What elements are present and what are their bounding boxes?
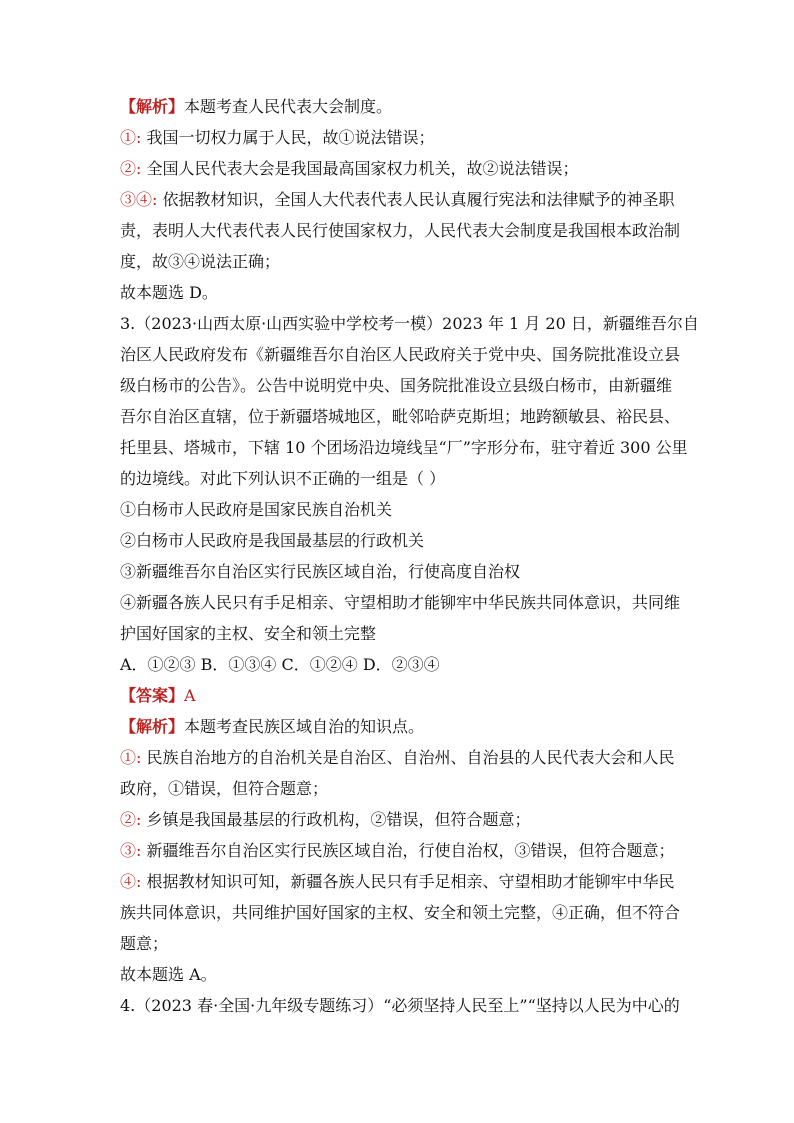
point-marker: ③: (120, 841, 142, 860)
question-3-choices: A．①②③ B．①③④ C．①②④ D．②③④ (120, 655, 440, 674)
point-text: 根据教材知识可知，新疆各族人民只有手足相亲、守望相助才能铆牢中华民 (141, 872, 675, 891)
question-4-stem-1: 4.（2023 春·全国·九年级专题练习）“必须坚持人民至上”“坚持以人民为中心的 (120, 996, 680, 1015)
point-text: 我国一切权力属于人民，故①说法错误； (141, 128, 435, 147)
point-text: 新疆维吾尔自治区实行民族区域自治，行使自治权，③错误，但符合题意； (141, 841, 675, 860)
analysis-2-point-4 (120, 871, 680, 893)
question-3-stem-4: 吾尔自治区直辖，位于新疆塔城地区，毗邻哈萨克斯坦；地跨额敏县、裕民县、 (120, 407, 681, 426)
analysis-1-point-1 (120, 127, 680, 149)
analysis-2-point-2 (120, 809, 680, 831)
analysis-2-point-1 (120, 747, 680, 769)
answer-tag: 【答案】 (120, 686, 185, 705)
analysis-1-point-3 (120, 189, 680, 211)
analysis-1-heading (120, 96, 680, 118)
analysis-intro: 本题考查人民代表大会制度。 (184, 97, 393, 116)
analysis-2-conclusion: 故本题选 A。 (120, 965, 217, 984)
point-marker: ②: (120, 159, 142, 178)
question-3-stem-2: 治区人民政府发布《新疆维吾尔自治区人民政府关于党中央、国务院批准设立县 (120, 345, 681, 364)
analysis-tag: 【解析】 (120, 717, 185, 736)
point-marker: ④: (120, 872, 142, 891)
analysis-1-point-3-cont: 责，表明人大代表代表人民行使国家权力，人民代表大会制度是我国根本政治制 (120, 221, 681, 240)
analysis-2-point-4-cont2: 题意； (120, 934, 169, 953)
analysis-1-conclusion: 故本题选 D。 (120, 283, 218, 302)
analysis-1-point-3-cont2: 度，故③④说法正确； (120, 252, 281, 271)
analysis-1-point-2 (120, 158, 680, 180)
question-3-answer (120, 685, 680, 707)
analysis-tag: 【解析】 (120, 97, 185, 116)
question-3-option-4-cont: 护国好国家的主权、安全和领土完整 (120, 624, 377, 643)
question-3-option-2: ②白杨市人民政府是我国最基层的行政机关 (120, 531, 425, 550)
point-text: 全国人民代表大会是我国最高国家权力机关，故②说法错误； (141, 159, 579, 178)
question-3-stem-3: 级白杨市的公告》。公告中说明党中央、国务院批准设立县级白杨市，由新疆维 (120, 376, 673, 395)
analysis-2-point-4-cont: 族共同体意识，共同维护国好国家的主权、安全和领土完整，④正确，但不符合 (120, 903, 681, 922)
point-text: 乡镇是我国最基层的行政机构，②错误，但符合题意； (141, 810, 531, 829)
question-3-stem-1: 3.（2023·山西太原·山西实验中学校考一模）2023 年 1 月 20 日，新疆维吾尔自 (120, 314, 699, 333)
answer-value: A (184, 686, 196, 705)
point-text: 依据教材知识，全国人大代表代表人民认真履行宪法和法律赋予的神圣职 (157, 190, 675, 209)
question-3-stem-5: 托里县、塔城市，下辖 10 个团场沿边境线呈“厂”字形分布，驻守着近 300 公里 (120, 438, 688, 457)
point-marker: ②: (120, 810, 142, 829)
question-3-stem-6: 的边境线。对此下列认识不正确的一组是（ ） (120, 469, 446, 488)
question-3-option-1: ①白杨市人民政府是国家民族自治机关 (120, 500, 393, 519)
analysis-2-heading (120, 716, 680, 738)
analysis-2-point-3 (120, 840, 680, 862)
question-3-option-3: ③新疆维吾尔自治区实行民族区域自治，行使高度自治权 (120, 562, 521, 581)
point-text: 民族自治地方的自治机关是自治区、自治州、自治县的人民代表大会和人民 (141, 748, 675, 767)
analysis-intro: 本题考查民族区域自治的知识点。 (184, 717, 425, 736)
point-marker: ①: (120, 128, 142, 147)
question-3-option-4: ④新疆各族人民只有手足相亲、守望相助才能铆牢中华民族共同体意识，共同维 (120, 593, 681, 612)
analysis-2-point-1-cont: 政府，①错误，但符合题意； (120, 779, 329, 798)
point-marker: ①: (120, 748, 142, 767)
point-marker: ③④: (120, 190, 158, 209)
